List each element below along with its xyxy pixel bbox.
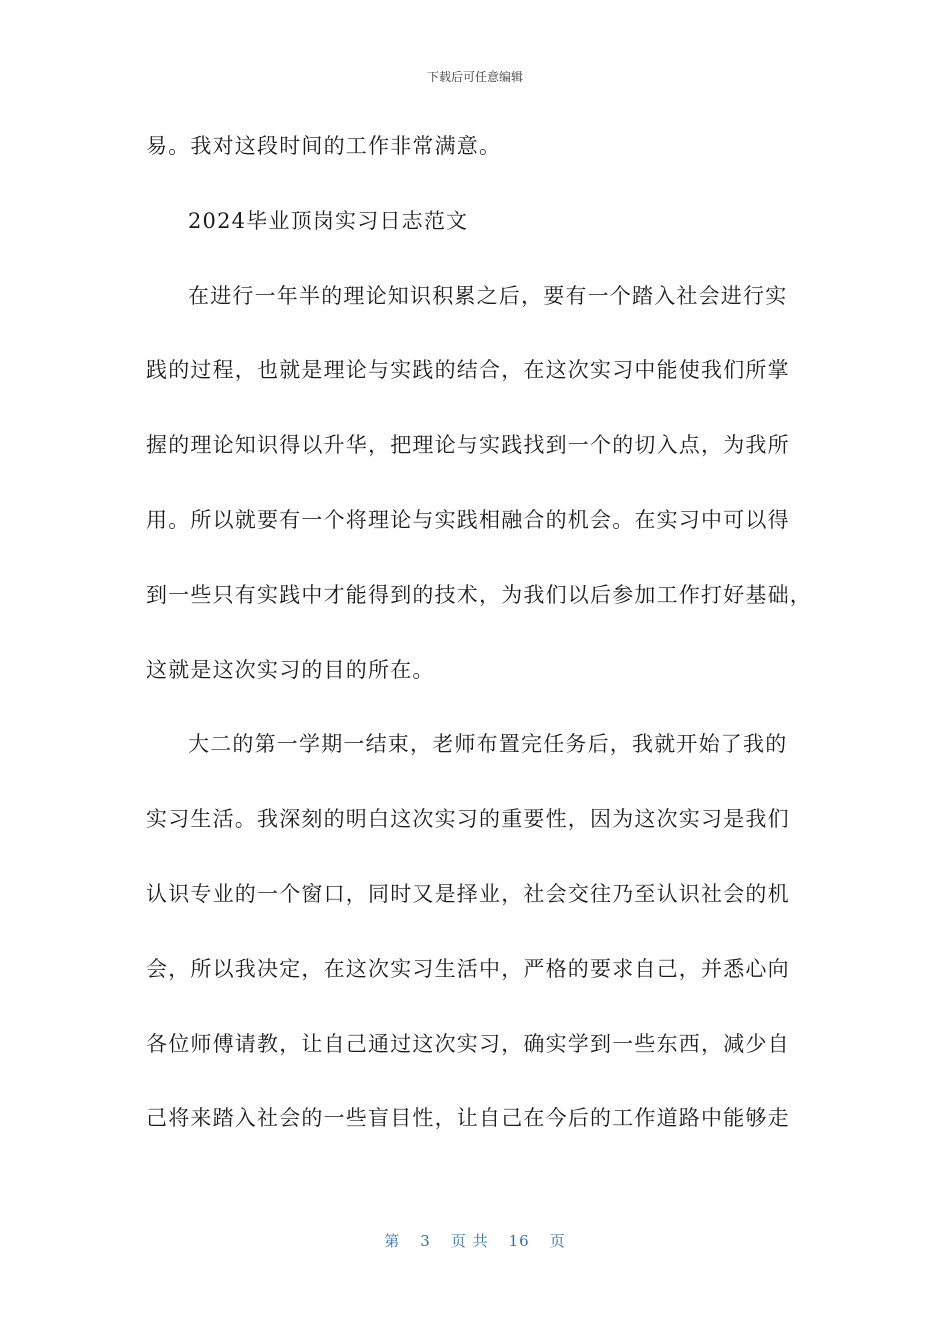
text-line: 实习生活。我深刻的明白这次实习的重要性，因为这次实习是我们: [146, 807, 790, 832]
footer-suffix: 页: [549, 1232, 566, 1250]
page-header: 下载后可任意编辑: [426, 70, 523, 84]
text-line: 这就是这次实习的目的所在。: [146, 657, 435, 682]
footer-prefix: 第: [384, 1232, 401, 1250]
text-line: 握的理论知识得以升华，把理论与实践找到一个的切入点，为我所: [146, 433, 790, 458]
text-line: 大二的第一学期一结束，老师布置完任务后，我就开始了我的: [188, 732, 788, 757]
text-line: 践的过程，也就是理论与实践的结合，在这次实习中能使我们所掌: [146, 358, 790, 383]
footer-page-number: 3: [420, 1232, 431, 1250]
page-footer: [0, 1230, 950, 1251]
text-line: 各位师傅请教，让自己通过这次实习，确实学到一些东西，减少自: [146, 1031, 790, 1056]
text-line: 用。所以就要有一个将理论与实践相融合的机会。在实习中可以得: [146, 507, 790, 532]
text-line: 在进行一年半的理论知识积累之后，要有一个踏入社会进行实: [188, 283, 788, 308]
text-line: 会，所以我决定，在这次实习生活中，严格的要求自己，并悉心向: [146, 956, 790, 981]
footer-total-pages: 16: [508, 1232, 530, 1250]
text-line: 己将来踏入社会的一些盲目性，让自己在今后的工作道路中能够走: [146, 1106, 790, 1131]
footer-middle: 页 共: [450, 1232, 489, 1250]
text-line: 易。我对这段时间的工作非常满意。: [146, 134, 502, 158]
text-line: 认识专业的一个窗口，同时又是择业，社会交往乃至认识社会的机: [146, 881, 790, 906]
section-title: 2024毕业顶岗实习日志范文: [188, 208, 469, 233]
text-line: 到一些只有实践中才能得到的技术，为我们以后参加工作打好基础，: [146, 582, 812, 607]
body-text: [146, 124, 812, 1171]
